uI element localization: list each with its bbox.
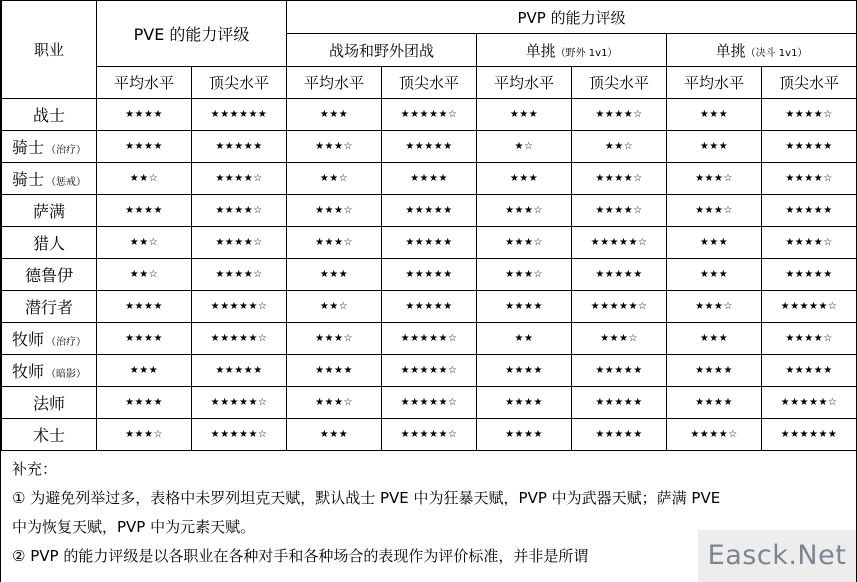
pvp-group-header: PVP 的能力评级 — [287, 1, 857, 34]
pvp-battle-top-header: 顶尖水平 — [382, 67, 477, 99]
rating-cell: ★★★★★☆ — [572, 291, 667, 323]
rating-cell: ★★★★★☆ — [762, 387, 857, 419]
pve-group-header — [97, 1, 287, 67]
rating-cell: ★★★★ — [97, 387, 192, 419]
rating-cell: ★☆ — [477, 131, 572, 163]
rating-cell: ★★★★ — [477, 291, 572, 323]
table-row — [2, 419, 857, 451]
rating-cell: ★★★☆ — [667, 195, 762, 227]
table-row — [2, 163, 857, 195]
rating-cell: ★★★ — [667, 323, 762, 355]
rating-cell: ★★★ — [287, 99, 382, 131]
rating-cell: ★★ — [477, 323, 572, 355]
rating-cell: ★★★★ — [477, 387, 572, 419]
pvp-battle-avg-header: 平均水平 — [287, 67, 382, 99]
rating-cell: ★★★★ — [97, 99, 192, 131]
rating-cell: ★★★★★ — [382, 227, 477, 259]
rating-cell: ★★☆ — [97, 259, 192, 291]
rating-cell: ★★★★★☆ — [382, 387, 477, 419]
rating-cell: ★★★☆ — [477, 259, 572, 291]
rating-cell: ★★☆ — [287, 291, 382, 323]
rating-cell: ★★★☆ — [287, 195, 382, 227]
rating-cell: ★★★★★☆ — [382, 99, 477, 131]
class-spec-note: （治疗） — [46, 337, 86, 348]
rating-cell: ★★★☆ — [572, 323, 667, 355]
table-row — [2, 195, 857, 227]
class-name-cell — [2, 323, 97, 355]
class-name: 战士 — [32, 106, 65, 125]
table-row — [2, 323, 857, 355]
table-row — [2, 131, 857, 163]
rating-cell: ★★★★☆ — [762, 227, 857, 259]
rating-cell: ★★★★ — [97, 291, 192, 323]
rating-cell: ★★★☆ — [667, 163, 762, 195]
rating-cell: ★★★★ — [477, 419, 572, 451]
rating-cell: ★★★★★ — [192, 131, 287, 163]
rating-cell: ★★★★★ — [192, 355, 287, 387]
rating-cell: ★★★☆ — [287, 387, 382, 419]
rating-cell: ★★★★☆ — [667, 419, 762, 451]
rating-cell: ★★★★★☆ — [382, 419, 477, 451]
rating-cell: ★★★★★☆ — [762, 291, 857, 323]
class-name-cell — [2, 259, 97, 291]
class-spec-note: （暗影） — [46, 369, 86, 380]
rating-cell: ★★★★ — [382, 163, 477, 195]
rating-cell: ★★★★★☆ — [572, 227, 667, 259]
rating-cell: ★★★★★ — [572, 355, 667, 387]
class-rating-table — [1, 0, 857, 451]
class-name: 法师 — [32, 394, 65, 413]
notes-line-2: 中为恢复天赋，PVP 中为元素天赋。 — [12, 518, 256, 536]
class-name-cell — [2, 131, 97, 163]
table-row — [2, 355, 857, 387]
rating-cell: ★★★ — [667, 99, 762, 131]
rating-cell: ★★★★☆ — [572, 163, 667, 195]
rating-cell: ★★★★★ — [572, 259, 667, 291]
pvp-battle-header: 战场和野外团战 — [287, 34, 477, 67]
rating-cell: ★★★ — [667, 227, 762, 259]
notes-line-3: ② PVP 的能力评级是以各职业在各种对手和各种场合的表现作为评价标准，并非是所谓 — [12, 547, 589, 565]
pvp-duel-arena-header — [667, 34, 857, 67]
table-row — [2, 259, 857, 291]
pvp-duel-arena-label: 单挑 — [715, 41, 746, 60]
class-name-cell — [2, 163, 97, 195]
rating-cell: ★★★★ — [287, 355, 382, 387]
pvp-arena-avg-header: 平均水平 — [667, 67, 762, 99]
class-name: 萨满 — [32, 202, 65, 221]
pve-top-header: 顶尖水平 — [192, 67, 287, 99]
pvp-duel-field-note: （野外 1v1） — [555, 47, 618, 59]
rating-cell: ★★★★ — [667, 355, 762, 387]
rating-cell: ★★★★ — [97, 131, 192, 163]
class-name: 猎人 — [32, 234, 65, 253]
rating-cell: ★★★★☆ — [572, 195, 667, 227]
rating-cell: ★★★ — [477, 99, 572, 131]
rating-cell: ★★★★★ — [382, 131, 477, 163]
table-row — [2, 291, 857, 323]
rating-cell: ★★★ — [477, 163, 572, 195]
class-name-cell — [2, 291, 97, 323]
class-name: 牧师 — [11, 362, 44, 381]
rating-cell: ★★★★★☆ — [192, 323, 287, 355]
class-spec-note: （治疗） — [46, 145, 86, 156]
rating-cell: ★★★★☆ — [192, 195, 287, 227]
table-row — [2, 99, 857, 131]
rating-cell: ★★★★★ — [762, 259, 857, 291]
rating-cell: ★★★ — [667, 259, 762, 291]
rating-cell: ★★☆ — [97, 227, 192, 259]
notes-line-1: ① 为避免列举过多，表格中未罗列坦克天赋，默认战士 PVE 中为狂暴天赋，PVP 中为武器天赋；萨满 PVE — [12, 489, 721, 507]
table-body — [2, 99, 857, 451]
pvp-field-avg-header: 平均水平 — [477, 67, 572, 99]
rating-cell: ★★★☆ — [287, 323, 382, 355]
rating-cell: ★★★★☆ — [762, 99, 857, 131]
pvp-duel-arena-note: （决斗 1v1） — [745, 47, 808, 59]
rating-cell: ★★★★★☆ — [192, 419, 287, 451]
rating-cell: ★★★★ — [667, 387, 762, 419]
pve-group-label: PVE 的能力评级 — [133, 25, 250, 44]
class-name: 骑士 — [11, 170, 44, 189]
rating-cell: ★★★★★☆ — [192, 387, 287, 419]
rating-cell: ★★★★ — [477, 355, 572, 387]
notes-title: 补充： — [12, 460, 58, 478]
rating-cell: ★★★☆ — [477, 195, 572, 227]
rating-cell: ★★★★★ — [382, 259, 477, 291]
rating-cell: ★★★★★ — [382, 291, 477, 323]
rating-cell: ★★★★★ — [572, 387, 667, 419]
class-column-header: 职业 — [2, 1, 97, 99]
rating-cell: ★★★★★★ — [192, 99, 287, 131]
table-row — [2, 227, 857, 259]
class-name-cell — [2, 99, 97, 131]
rating-cell: ★★★☆ — [97, 419, 192, 451]
rating-cell: ★★★☆ — [287, 227, 382, 259]
rating-cell: ★★★★★ — [572, 419, 667, 451]
pvp-duel-field-label: 单挑 — [525, 41, 556, 60]
table-row — [2, 387, 857, 419]
rating-cell: ★★★☆ — [477, 227, 572, 259]
rating-cell: ★★★★ — [97, 323, 192, 355]
rating-cell: ★★★★★☆ — [382, 323, 477, 355]
rating-cell: ★★★★☆ — [762, 323, 857, 355]
rating-cell: ★★★★☆ — [762, 163, 857, 195]
rating-cell: ★★★★★ — [762, 355, 857, 387]
rating-cell: ★★★★★ — [382, 195, 477, 227]
rating-cell: ★★★★★ — [762, 195, 857, 227]
class-name: 术士 — [32, 426, 65, 445]
rating-cell: ★★★★☆ — [192, 163, 287, 195]
rating-cell: ★★★★★★ — [762, 419, 857, 451]
rating-cell: ★★★★☆ — [572, 99, 667, 131]
class-name: 牧师 — [11, 330, 44, 349]
pvp-arena-top-header: 顶尖水平 — [762, 67, 857, 99]
class-spec-note: （惩戒） — [46, 177, 86, 188]
class-name: 潜行者 — [24, 298, 73, 317]
rating-cell: ★★★☆ — [287, 131, 382, 163]
class-name: 骑士 — [11, 138, 44, 157]
rating-cell: ★★★★☆ — [192, 227, 287, 259]
class-name-cell — [2, 195, 97, 227]
rating-cell: ★★★★★☆ — [192, 291, 287, 323]
rating-cell: ★★★ — [97, 355, 192, 387]
rating-cell: ★★★ — [667, 131, 762, 163]
rating-cell: ★★★☆ — [667, 291, 762, 323]
class-name-cell — [2, 355, 97, 387]
watermark-logo: Easck.Net — [698, 530, 856, 582]
rating-cell: ★★★ — [287, 259, 382, 291]
pvp-duel-field-header — [477, 34, 667, 67]
pve-avg-header: 平均水平 — [97, 67, 192, 99]
rating-cell: ★★★ — [287, 419, 382, 451]
class-name-cell — [2, 387, 97, 419]
class-name-cell — [2, 227, 97, 259]
rating-cell: ★★☆ — [287, 163, 382, 195]
class-name: 德鲁伊 — [24, 266, 73, 285]
rating-cell: ★★★★★☆ — [382, 355, 477, 387]
rating-cell: ★★★★ — [97, 195, 192, 227]
rating-cell: ★★☆ — [97, 163, 192, 195]
rating-cell: ★★☆ — [572, 131, 667, 163]
rating-cell: ★★★★★ — [762, 131, 857, 163]
pvp-field-top-header: 顶尖水平 — [572, 67, 667, 99]
class-name-cell — [2, 419, 97, 451]
rating-cell: ★★★★☆ — [192, 259, 287, 291]
